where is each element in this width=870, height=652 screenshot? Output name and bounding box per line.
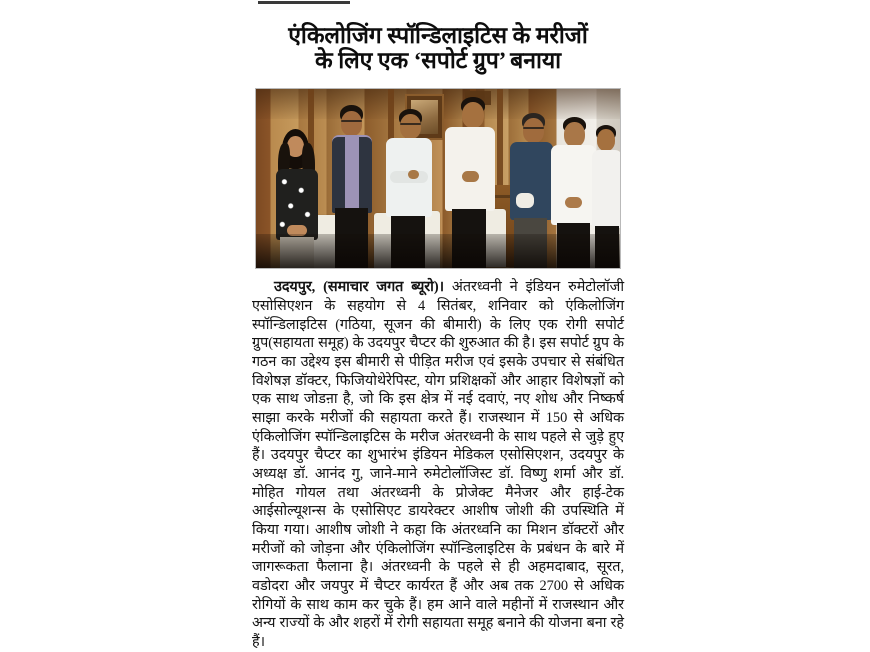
person-vest <box>359 137 372 213</box>
article-column <box>252 0 624 652</box>
article-body-text: अंतरध्वनी ने इंडियन रुमेटोलॉजी एसोसिएशन के सहयोग से 4 सितंबर, शनिवार को एंकिलोजिंग स्पॉन्डिलाइटिस (गठिया, सूजन की बीमारी) के लिए एक रोगी सपोर्ट ग्रुप(सहायता समूह) के उदयपुर चैप्टर की शुरुआत की है। इस सपोर्ट ग्रुप के गठन का उद्देश्य इस बीमारी से पीड़ित मरीज एवं इसके उपचार से संबंधित विशेषज्ञ डॉक्टर, फिजियोथेरेपिस्ट, योग प्रशिक्षकों और आहार विशेषज्ञों को एक साथ जोडऩा है, जो कि इस क्षेत्र में नई दवाएं, नए शोध और निष्कर्ष साझा करके मरीजों की सहायता करते हैं। राजस्थान में 150 से अधिक एंकिलोजिंग स्पॉन्डिलाइटिस के मरीज अंतरध्वनी के साथ पहले से जुड़े हुए हैं। उदयपुर चैप्टर का शुभारंभ इंडियन मेडिकल एसोसिएशन, उदयपुर के अध्यक्ष डॉ. आनंद गु, जाने-माने रुमेटोलॉजिस्ट डॉ. विष्णु शर्मा और डॉ. मोहित गोयल तथा अंतरध्वनी के प्रोजेक्ट मैनेजर और हाई-टेक आईसोल्यूशन्स के एसोसिएट डायरेक्टर आशीष जोशी की उपस्थिति में किया गया। आशीष जोशी ने कहा कि अंतरध्वनि का मिशन डॉक्टरों और मरीजों को जोड़ना और एंकिलोजिंग स्पॉन्डिलाइटिस के प्रबंधन के बारे में जागरूकता फैलाना है। अंतरध्वनी के पहले से ही अहमदाबाद, सूरत, वडोदरा और जयपुर में चैप्टर कार्यरत हैं और अब तक 2700 से अधिक रोगियों के साथ काम कर चुके हैं। हम आने वाले महीनों में राजस्थान और अन्य राज्यों के और शहरों में रोगी सहायता समूह बनाने की योजना बना रहे हैं। <box>252 279 624 650</box>
person-held-papers <box>516 193 534 208</box>
person-torso <box>551 145 596 225</box>
headline-line-2: के लिए एक ‘सपोर्ट ग्रुप’ बनाया <box>314 47 562 73</box>
headline <box>252 16 624 73</box>
person-head <box>400 114 421 139</box>
headline-line-1: एंकिलोजिंग स्पॉन्डिलाइटिस के मरीजों <box>288 22 588 48</box>
person-head <box>523 118 544 143</box>
person-torso <box>445 127 495 211</box>
article-photo <box>255 88 621 269</box>
person-hands <box>565 197 582 208</box>
article-body <box>252 278 624 651</box>
person-head <box>564 122 585 147</box>
person-head <box>341 111 362 136</box>
person-head <box>597 129 615 151</box>
person-vest <box>332 137 345 213</box>
photo-canvas <box>256 89 620 268</box>
person-torso <box>592 150 620 228</box>
person-torso <box>510 142 553 220</box>
article-dateline: उदयपुर, (समाचार जगत ब्यूरो)। <box>274 279 444 296</box>
person-head <box>462 102 484 128</box>
photo-floor-shadow <box>256 234 620 268</box>
person-hands-clasped <box>462 171 479 182</box>
